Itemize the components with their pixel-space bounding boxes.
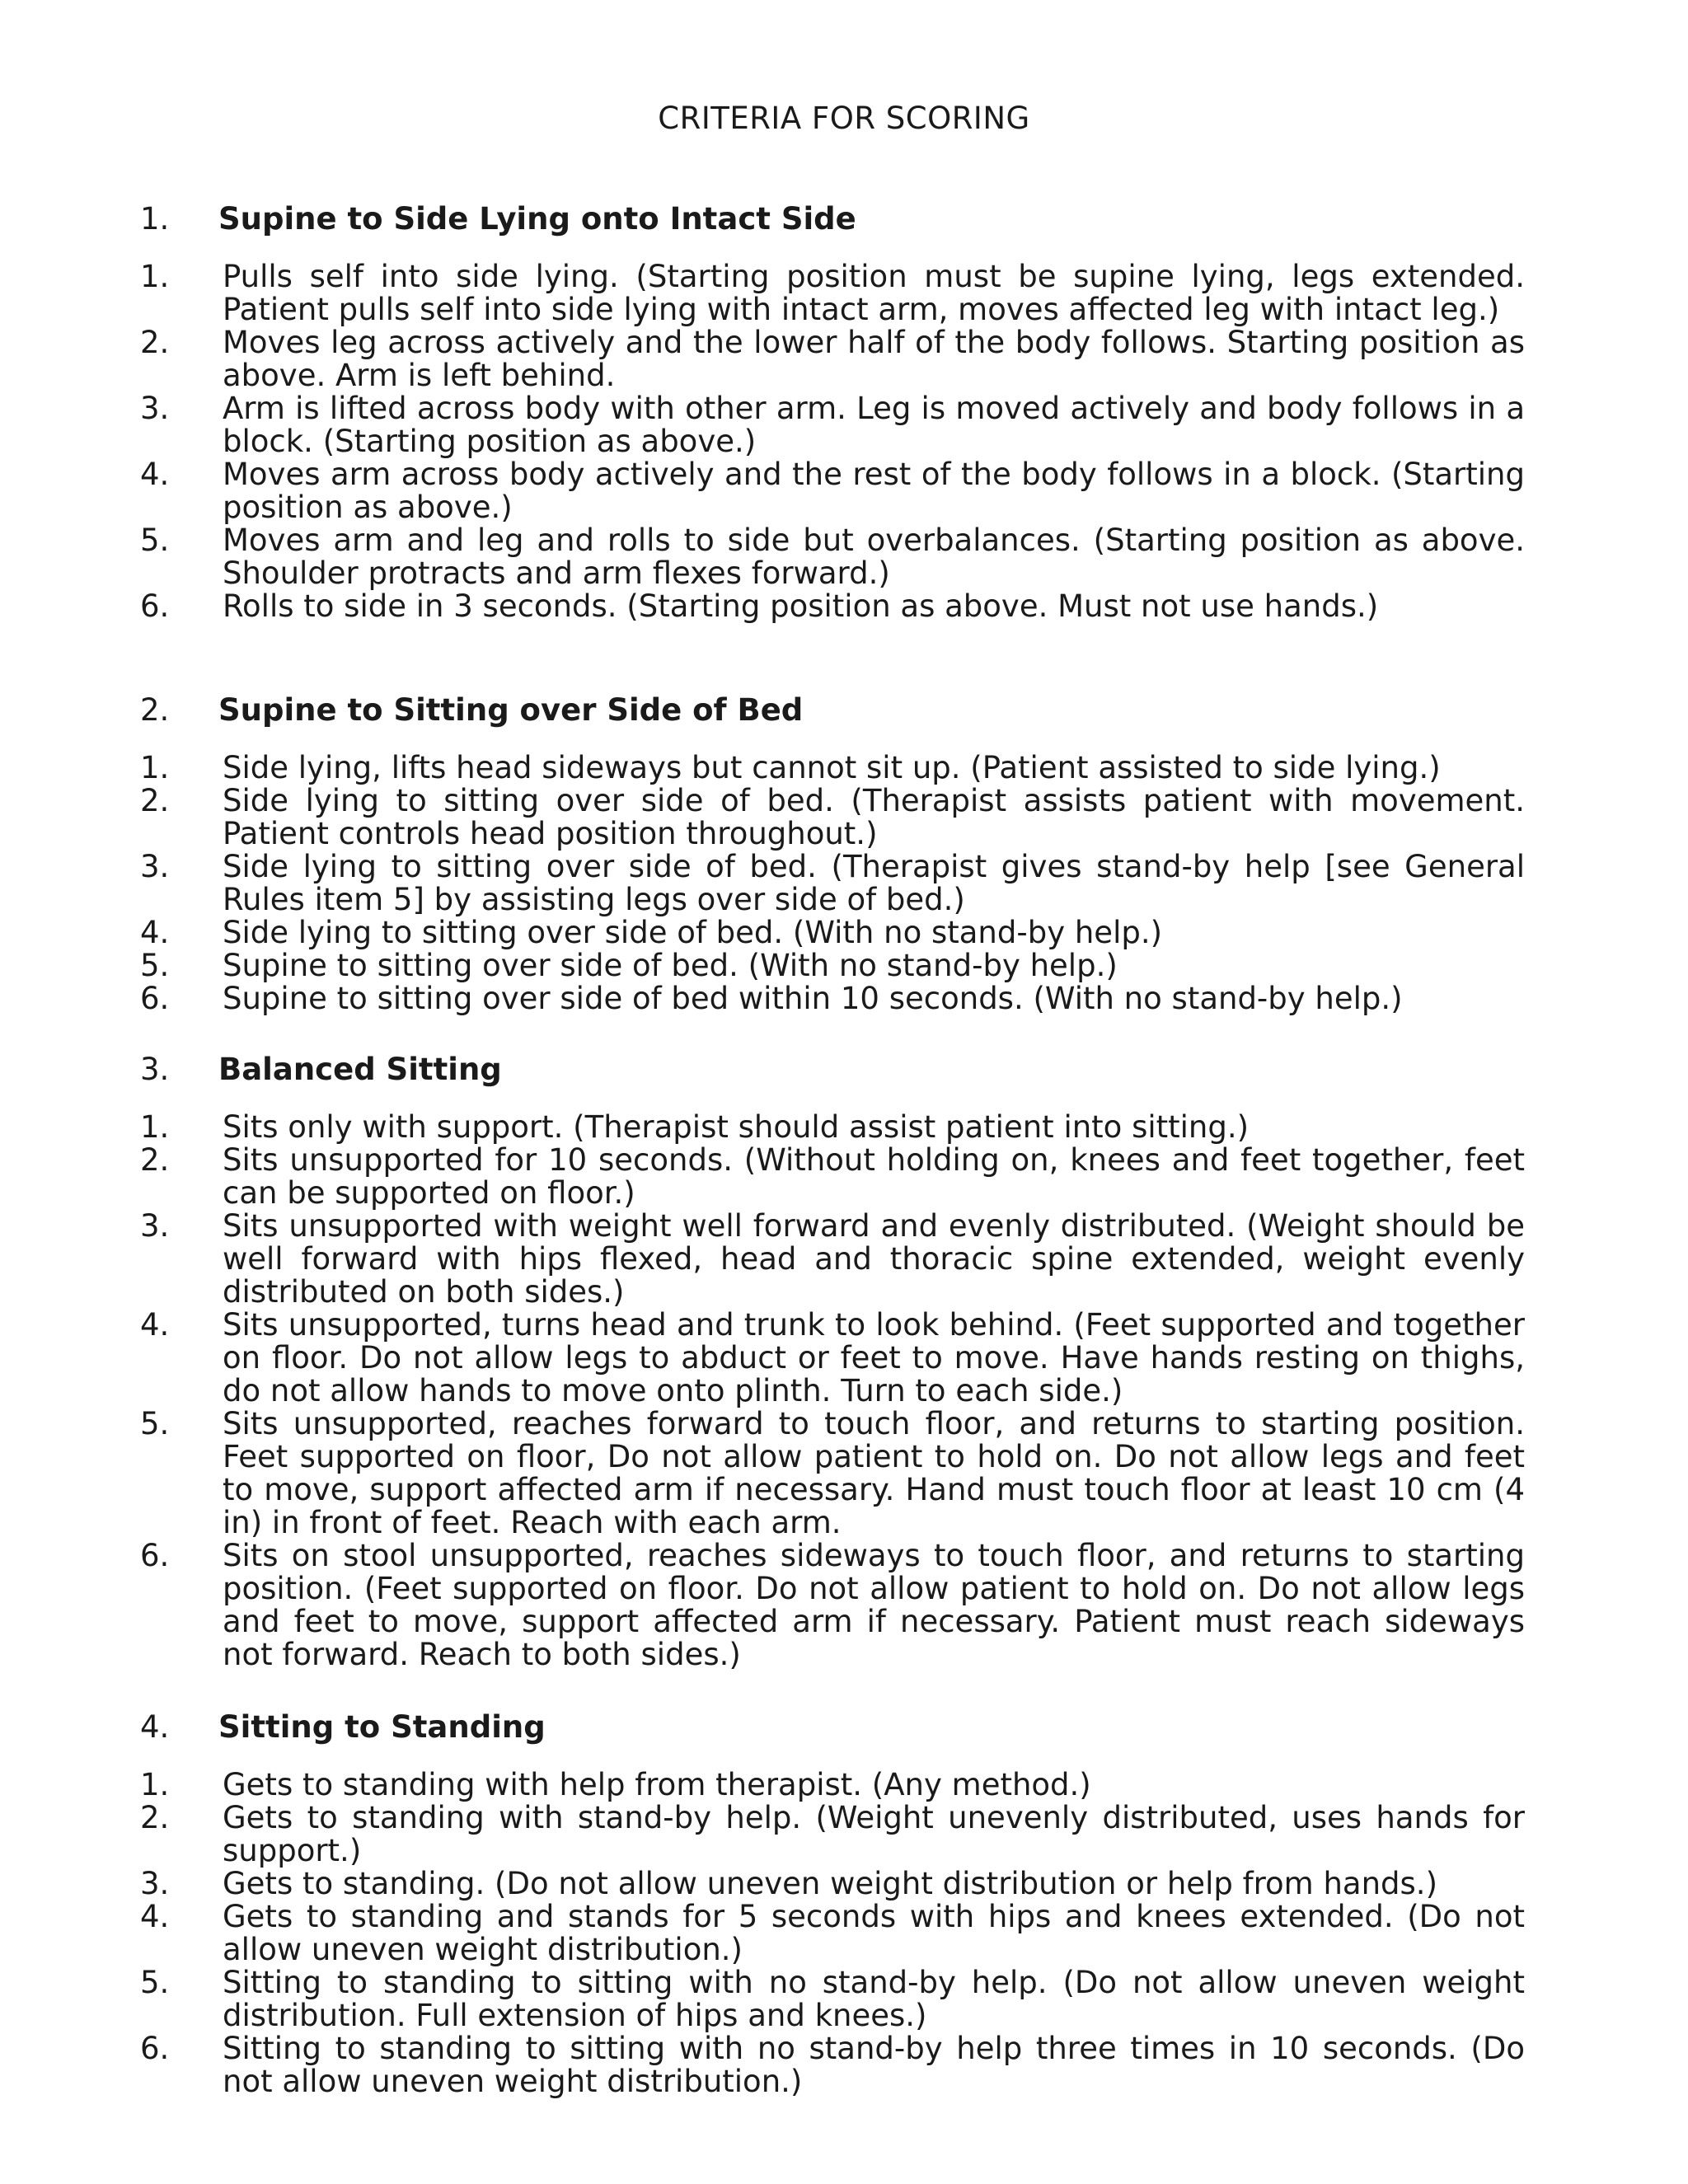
item-number: 6.	[140, 1538, 170, 1573]
section-heading	[140, 1048, 1525, 1091]
item-number: 2.	[140, 325, 170, 360]
item-number: 2.	[140, 1800, 170, 1835]
section-balanced-sitting	[140, 1048, 1525, 1671]
criteria-item	[140, 752, 1525, 785]
criteria-item	[140, 392, 1525, 458]
item-number: 4.	[140, 457, 170, 492]
item-number: 1.	[140, 750, 170, 785]
item-number: 1.	[140, 1109, 170, 1145]
section-title: Balanced Sitting	[218, 1052, 502, 1087]
criteria-item	[140, 1540, 1525, 1671]
page-title: CRITERIA FOR SCORING	[658, 101, 1030, 136]
item-text: Gets to standing. (Do not allow uneven weight distribution or help from hands.)	[223, 1866, 1438, 1901]
item-text: Pulls self into side lying. (Starting position must be supine lying, legs extended. Patient pulls self into side lying with intact arm, moves affected leg with intact leg.)	[223, 259, 1525, 327]
item-number: 3.	[140, 391, 170, 426]
criteria-item	[140, 916, 1525, 949]
section-title: Supine to Side Lying onto Intact Side	[218, 201, 856, 237]
item-text: Gets to standing with stand-by help. (Weight unevenly distributed, uses hands for support.)	[223, 1800, 1525, 1868]
criteria-item	[140, 982, 1525, 1015]
item-number: 3.	[140, 849, 170, 884]
item-number: 5.	[140, 948, 170, 983]
item-number: 1.	[140, 1767, 170, 1802]
item-text: Moves arm and leg and rolls to side but overbalances. (Starting position as above. Shoulder protracts and arm flexes forward.)	[223, 523, 1525, 591]
criteria-item	[140, 1966, 1525, 2032]
section-title: Sitting to Standing	[218, 1709, 546, 1745]
section-heading	[140, 198, 1525, 241]
item-number: 4.	[140, 915, 170, 950]
item-text: Gets to standing and stands for 5 seconds with hips and knees extended. (Do not allow uneven weight distribution.)	[223, 1899, 1525, 1967]
item-text: Sitting to standing to sitting with no stand-by help. (Do not allow uneven weight distribution. Full extension of hips and knees.)	[223, 1965, 1525, 2033]
criteria-item	[140, 1309, 1525, 1408]
section-heading	[140, 1706, 1525, 1749]
item-number: 2.	[140, 1142, 170, 1178]
criteria-item	[140, 1868, 1525, 1900]
item-number: 5.	[140, 1406, 170, 1441]
item-text: Sits unsupported, reaches forward to touch floor, and returns to starting position. Feet supported on floor, Do not allow patient to hold on. Do not allow legs and feet to move, support affected arm if necessary. Hand must touch floor at least 10 cm (4 in) in front of feet. Reach with each arm.	[223, 1406, 1525, 1540]
item-text: Sits only with support. (Therapist should assist patient into sitting.)	[223, 1109, 1250, 1145]
section-number: 2.	[140, 692, 170, 728]
item-text: Rolls to side in 3 seconds. (Starting position as above. Must not use hands.)	[223, 588, 1379, 624]
item-text: Side lying to sitting over side of bed. (Therapist assists patient with movement. Patient controls head position throughout.)	[223, 783, 1525, 851]
criteria-list	[140, 752, 1525, 1015]
criteria-item	[140, 458, 1525, 524]
item-text: Gets to standing with help from therapist. (Any method.)	[223, 1767, 1091, 1802]
item-number: 6.	[140, 981, 170, 1016]
criteria-list	[140, 1769, 1525, 2098]
criteria-item	[140, 1111, 1525, 1144]
criteria-item	[140, 949, 1525, 982]
item-text: Moves arm across body actively and the rest of the body follows in a block. (Starting position as above.)	[223, 457, 1525, 525]
criteria-item	[140, 1900, 1525, 1966]
section-supine-to-sitting	[140, 689, 1525, 1015]
item-text: Sitting to standing to sitting with no stand-by help three times in 10 seconds. (Do not allow uneven weight distribution.)	[223, 2031, 1525, 2099]
item-number: 1.	[140, 259, 170, 294]
item-text: Supine to sitting over side of bed within 10 seconds. (With no stand-by help.)	[223, 981, 1403, 1016]
criteria-item	[140, 785, 1525, 851]
section-sitting-to-standing	[140, 1706, 1525, 2098]
item-number: 3.	[140, 1208, 170, 1244]
item-text: Side lying to sitting over side of bed. (Therapist gives stand-by help [see General Rules item 5] by assisting legs over side of bed.)	[223, 849, 1525, 917]
item-text: Supine to sitting over side of bed. (With no stand-by help.)	[223, 948, 1118, 983]
section-number: 1.	[140, 201, 170, 237]
criteria-list	[140, 260, 1525, 623]
item-number: 4.	[140, 1307, 170, 1343]
item-number: 6.	[140, 2031, 170, 2066]
item-text: Moves leg across actively and the lower half of the body follows. Starting position as above. Arm is left behind.	[223, 325, 1525, 393]
section-number: 4.	[140, 1709, 170, 1745]
item-text: Sits unsupported for 10 seconds. (Without holding on, knees and feet together, feet can be supported on floor.)	[223, 1142, 1525, 1211]
item-text: Arm is lifted across body with other arm. Leg is moved actively and body follows in a block. (Starting position as above.)	[223, 391, 1525, 459]
item-text: Sits unsupported, turns head and trunk to look behind. (Feet supported and together on floor. Do not allow legs to abduct or feet to move. Have hands resting on thighs, do not allow hands to move onto plinth. Turn to each side.)	[223, 1307, 1525, 1408]
item-text: Sits unsupported with weight well forward and evenly distributed. (Weight should be well forward with hips flexed, head and thoracic spine extended, weight evenly distributed on both sides.)	[223, 1208, 1525, 1310]
item-number: 4.	[140, 1899, 170, 1934]
item-number: 2.	[140, 783, 170, 818]
item-text: Side lying to sitting over side of bed. (With no stand-by help.)	[223, 915, 1163, 950]
criteria-item	[140, 590, 1525, 623]
criteria-item	[140, 524, 1525, 590]
section-title: Supine to Sitting over Side of Bed	[218, 692, 804, 728]
section-heading	[140, 689, 1525, 732]
item-number: 3.	[140, 1866, 170, 1901]
criteria-list	[140, 1111, 1525, 1671]
criteria-item	[140, 851, 1525, 916]
item-number: 5.	[140, 1965, 170, 2000]
criteria-item	[140, 1408, 1525, 1540]
item-text: Sits on stool unsupported, reaches sideways to touch floor, and returns to starting position. (Feet supported on floor. Do not allow patient to hold on. Do not allow legs and feet to move, support affected arm if necessary. Patient must reach sideways not forward. Reach to both sides.)	[223, 1538, 1525, 1672]
criteria-item	[140, 1144, 1525, 1210]
section-number: 3.	[140, 1052, 170, 1087]
section-supine-to-side-lying	[140, 198, 1525, 623]
criteria-item	[140, 1769, 1525, 1802]
criteria-item	[140, 260, 1525, 326]
item-number: 5.	[140, 523, 170, 558]
criteria-item	[140, 2032, 1525, 2098]
criteria-item	[140, 1210, 1525, 1309]
criteria-item	[140, 326, 1525, 392]
item-number: 6.	[140, 588, 170, 624]
item-text: Side lying, lifts head sideways but cannot sit up. (Patient assisted to side lying.)	[223, 750, 1441, 785]
criteria-item	[140, 1802, 1525, 1868]
